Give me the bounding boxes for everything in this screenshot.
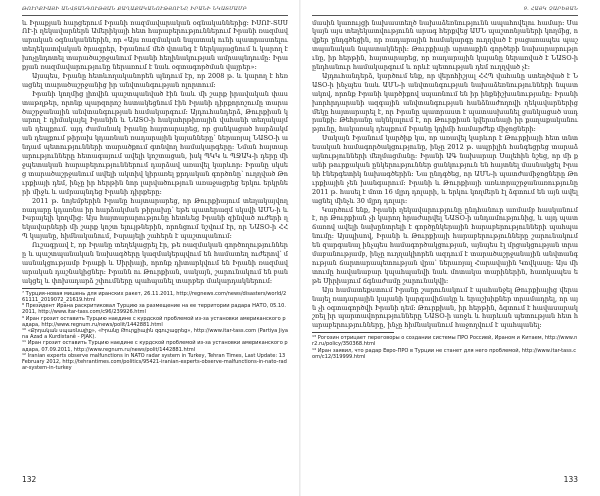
left-running-header: ԹՈՒՐՔԻԱՅԻ ԱՆՎՏԱՆԳՈՒԹՅԱՆ ՔԱՂԱՔԱԿԱՆՈՒԹՅՈՒՆԸ ԻՐԱՆԻ ՆԿԱՏՄԱՄԲ	[22, 6, 288, 16]
right-page	[300, 0, 600, 496]
footnote: ¹³ Рогозин отрицает переговоры о создании системы ПРО Россией, Ираном и Китаем, http://www.nr2.ru/policy/350368.html	[312, 335, 578, 348]
right-page-number: 133	[563, 475, 578, 484]
footnote: ¹² Iranian experts observe malfunctions in NATO radar system in Turkey, Tehran Times, Last Update: 13 February 2012, http://tehrantimes.com/politics/95421-iranian-experts-observe-malfunctions-in-nato-radar-system-in-turkey	[22, 352, 287, 372]
footnote: ¹⁴ Иран заявил, что радар Евро-ПРО в Турции не станет для него проблемой, http://www.itar-tass.com/c12/319999.html	[312, 347, 577, 360]
right-paragraph: մասին կառույցի նախաստեղծ նախաձեռնությունն ապահովելու համար։ Սակայն այս տեղեկատվությունն արագ հերքվեց ԱՄՆ պաշտոնյաների կողմից, ովքեր ընդգծեցին, որ ռադարային համակարգը ուղղված է բացառապես պաշտպանական նպատակների։ Թուրքիայի արտաքին գործերի նախարարությունը, իր հերթին, հայտարարեց, որ ռադարային կայանը ներառված է ՆԱՏՕ-ի ընդհանուր համակարգում և որևէ պետության դեմ ուղղված չէ։	[312, 18, 578, 72]
left-footnote-rule	[22, 288, 104, 289]
footnote: ⁹ Иран грозит оставить Турцию наедине с курдской проблемой из-за установки американского радара, http://www.regnum.ru/news/polit/1442881.html	[22, 315, 286, 328]
left-paragraph: և Իրաքյան հարցերում Իրանի ռազմավարական օգնականներից։ ԻՍՈՒ-ՏՍՍՈՒ-ի ղեկավարներն Ամերիկայի հետ հարաբերություններում Իրանի ռազմավարական օգնականներին, որ «Այս ռազմական նպատակ ունի պատրաստելու տեղեկատվական ծրագրեր, Իրանում մեծ վտանգ է ներկայացնում և կարող է խոչընդոտել տարածաշրջանում Իրանի հեղինակության ամրապնդումը։ Իրաքյան ռազմավարությունը ներառում է նաև օգտագործման վայրեր»։	[22, 18, 288, 72]
left-paragraph: 2011 թ. նոյեմբերին Իրանը հայտարարեց, որ Թուրքիայում տեղակայվող ռադարը կդառնա իր հարձակման թիրախը՝ եթե պատերազմ սկսվի ԱՄՆ-ի և Իսրայելի կողմից։ Այս հայտարարությունը հետևեց Իրանի զինված ուժերի ղեկավարների մի շարք կոշտ ելույթներին, որոնցում նշվում էր, որ ՆԱՏՕ-ի ՀՀՊ կայանը, հիմնականում, Իսրայելի շահերն է պաշտպանում։	[22, 196, 288, 241]
right-footnotes	[312, 335, 578, 360]
footnote: ⁸ Президент Ирана раскритиковал Турцию за размещение на ее территории радара НАТО, 05.10.2011, http://www.itar-tass.com/c96/239926.html	[22, 303, 287, 316]
left-paragraph: Ուշագրավ է, որ Իրանը տեղեկացրել էր, թե ռազմական գործողությունները և պաշտպանական նախագծերը կազմակերպվում են համատեղ ուժերով՝ մասնակցությամբ Իրաքի և Սիրիայի, որոնք դիտարկվում են Իրանի ռազմավարական դաշնակիցներ։ Իրանն ու Թուրքիան, սակայն, շարունակում են բանակցել և փոխադարձ շփումները պահպանել տարբեր մակարդակներում։	[22, 241, 288, 285]
footnote: ¹⁰ «Քրդական սպառնալիք», «Իրանը Թուրքիային զգուշացրեց», http://www.itar-tass.com (Partiya Jiyana Azad a Kurdistanê - PJAK).	[22, 327, 288, 341]
right-footnote-rule	[312, 332, 394, 333]
right-paragraph: Այդուհանդերձ, կարծում ենք, որ վերոհիշյալ ՀՀՊ վահանը ստեղծված է ՆԱՏՕ-ի ինչպես նաև ԱՄՆ-ի անվտանգության նախաձեռնությունների նպատակով, որոնք Իրանի կարծիքով սպառնում են իր ինքնիշխանությանը։ Իրանի խորհրդարանի ազգային անվտանգության հանձնաժողովի ղեկավարներից մեկը հայտարարել է, որ Իրանը պատրաստ է պատասխանել ցանկացած սադրանքի։ Թեհրանը ակնկալում է, որ Թուրքիան կվերանայի իր քաղաքականությունը, հակառակ դեպքում Իրանը կդիմի համարժեք միջոցների։	[312, 71, 578, 134]
footnote: ¹¹ Иран грозит оставить Турцию наедине с курдской проблемой из-за установки американского радара, 07.09.2011, http://www.regnum.ru/news/polit/1442881.html	[22, 340, 288, 353]
left-paragraph: Այսպես, Իրանը հետևողականորեն պնդում էր, որ 2008 թ. և կարող է հեռացնել տարածաշրջանից իր անվտանգության ոլորտում։	[22, 71, 288, 89]
left-page-number: 132	[22, 475, 37, 484]
right-paragraph: Այս համատեքստում Իրանը շարունակում է պահանջել Թուրքիայից վերանայել ռադարային կայանի կարգավիճակը և երաշխիքներ տրամադրել, որ այն չի օգտագործվի Իրանի դեմ։ Թուրքիան, իր հերթին, ձգտում է հավասարակշռել իր պարտավորությունները ՆԱՏՕ-ի առջև և հարևան պետության հետ հարաբերությունները, ինչը հիմնականում հաջողվում է պահպանել։	[312, 285, 578, 330]
left-footnotes	[22, 291, 288, 372]
right-page-body	[312, 19, 578, 331]
left-paragraph: Իրանի կողմից լիովին պաշտպանված էին նաև մի շարք իրավական փաստաթղթեր, որոնք պարզորոշ հստակեցնում էին Իրանի դիրքորոշումը տարածաշրջանային անվտանգության համակարգում։ Այդուհանդերձ, Թուրքիան կարող է դիմակայել Իրանին և ՆԱՏՕ-ի հակահրթիռային վահանի տեղակայման դեպքում. այդ ժամանակ Իրանը հայտարարեց, որ ցանկացած հարձակման դեպքում թիրախ կդառնան ռադարային կայանները՝ ներառյալ ՆԱՏՕ-ի անդամ պետությունների տարածքում գտնվող համակարգերը։ Նման հայտարարությունները հետագայում ավելի կոշտացան, իսկ ՊԿԿ և ՊՋԱԿ-ի դերը միջպետական հարաբերություններում դարձավ առավել կարևոր։ Իրանը սկսեց տարածաշրջանում ավելի ակտիվ կիրառել քրդական գործոնը՝ ուղղված Թուրքիայի դեմ, ինչը իր հերթին նոր լարվածություն առաջացրեց երկու երկրների միջև և ամրապնդեց Իրանի դիրքերը։	[22, 89, 288, 196]
footnote: ⁷ Турция-новая мишень для иранских ракет, 26.11.2011, http://regnews.com/news/disasters/world/261111_2019072_21619.html	[22, 290, 287, 303]
left-page-body	[22, 19, 288, 286]
right-paragraph: Սակայն Իրանում կարծիք կա, որ առավել կարևոր է Թուրքիայի հետ տնտեսական համագործակցությունը, ինչը 2012 թ. ապրիլին հանգեցրեց տարաձայնությունների մեղմացմանը։ Իրանի ԱԳ նախարար Սալեհին նշեց, որ մի քանի թուրքական ընկերություններ ցանկություն են հայտնել մասնակցել Իրանի էներգետիկ նախագծերին։ Նա ընդգծեց, որ ԱՄՆ-ի պատժամիջոցները Թուրքիային չեն խանգարում։ Իրանի և Թուրքիայի առևտրաշրջանառությունը 2011 թ. հասել է մոտ 16 մլրդ դոլարի, և երկու կողմերն էլ ձգտում են այն ավելացնել մինչև 30 մլրդ դոլար։	[312, 134, 578, 205]
right-paragraph: Կարծում ենք, Իրանի ղեկավարությունը ընդհանուր առմամբ հասկանում է, որ Թուրքիան չի կարող հրաժարվել ՆԱՏՕ-ի անդամությունից, և այդ պատճառով ավելի նախընտրելի է գործընկերային հարաբերությունների պահպանումը։ Այսպիսով, Իրանի և Թուրքիայի հարաբերությունները շարունակում են զարգանալ ինչպես համագործակցության, այնպես էլ մրցակցության տրամաբանությամբ, ինչը ուղղակիորեն ազդում է տարածաշրջանային անվտանգության ճարտարապետության վրա՝ ներառյալ Հարավային Կովկասը։ Այս միտումը հավանաբար կպահպանվի նաև մոտակա տարիներին, հատկապես եթե Սիրիայում ճգնաժամը շարունակվի։	[312, 205, 578, 285]
right-running-header: 9. ՀԱՅԿ ՉԱՐԵՅԱՆ	[312, 6, 578, 16]
